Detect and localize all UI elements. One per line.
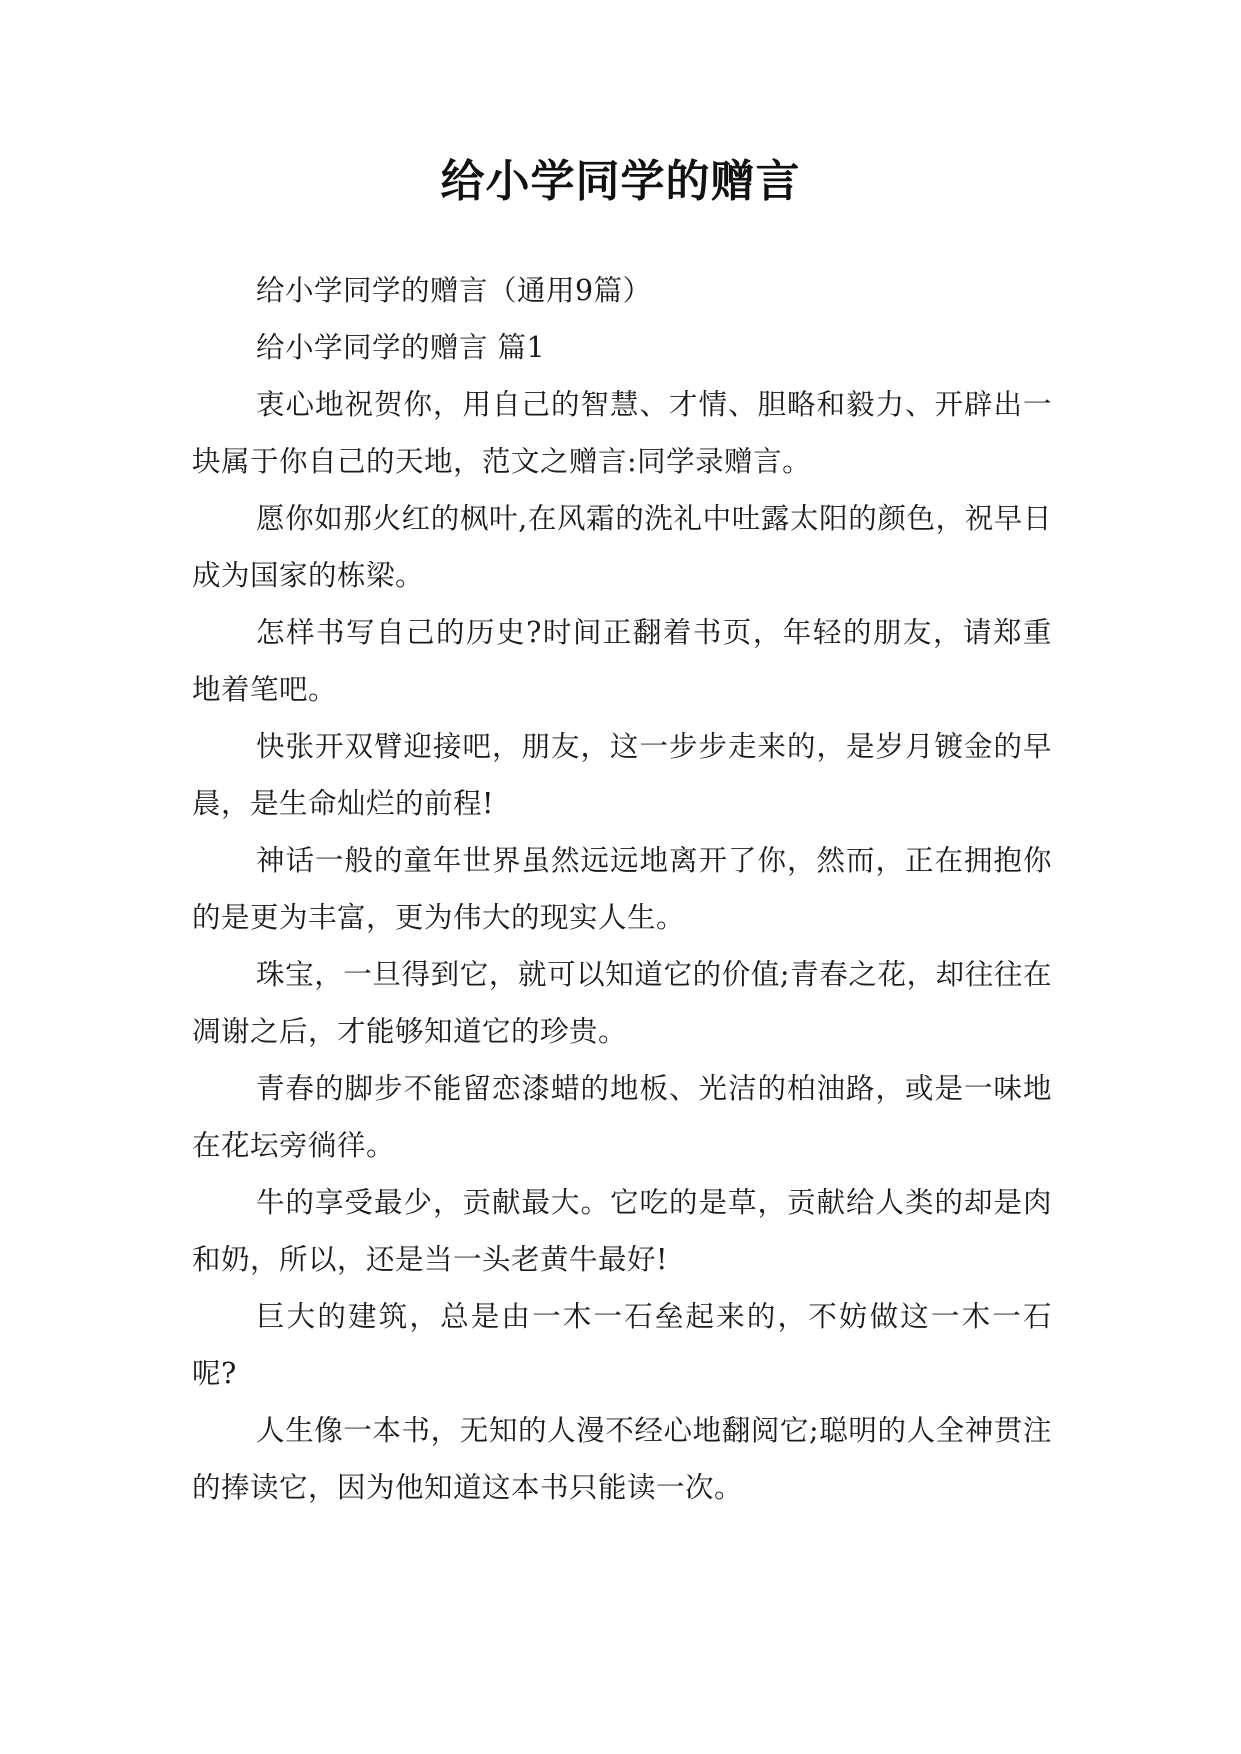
document-body — [192, 262, 1052, 1516]
paragraph: 巨大的建筑，总是由一木一石垒起来的，不妨做这一木一石呢? — [192, 1300, 1052, 1390]
paragraph: 快张开双臂迎接吧，朋友，这一步步走来的，是岁月镀金的早晨，是生命灿烂的前程! — [192, 730, 1052, 820]
document-title: 给小学同学的赠言 — [440, 156, 801, 207]
paragraph: 衷心地祝贺你，用自己的智慧、才情、胆略和毅力、开辟出一块属于你自己的天地，范文之赠言:同学录赠言。 — [192, 388, 1052, 478]
paragraph-subtitle: 给小学同学的赠言（通用9篇） — [256, 274, 652, 307]
paragraph: 怎样书写自己的历史?时间正翻着书页，年轻的朋友，请郑重地着笔吧。 — [192, 616, 1052, 706]
paragraph: 神话一般的童年世界虽然远远地离开了你，然而，正在拥抱你的是更为丰富，更为伟大的现实人生。 — [192, 844, 1052, 934]
paragraph: 青春的脚步不能留恋漆蜡的地板、光洁的柏油路，或是一味地在花坛旁徜徉。 — [192, 1072, 1052, 1162]
paragraph: 人生像一本书，无知的人漫不经心地翻阅它;聪明的人全神贯注的捧读它，因为他知道这本书只能读一次。 — [192, 1414, 1052, 1504]
paragraph-section-heading: 给小学同学的赠言 篇1 — [256, 331, 546, 364]
paragraph: 珠宝，一旦得到它，就可以知道它的价值;青春之花，却往往在凋谢之后，才能够知道它的珍贵。 — [192, 958, 1052, 1048]
paragraph: 牛的享受最少，贡献最大。它吃的是草，贡献给人类的却是肉和奶，所以，还是当一头老黄牛最好! — [192, 1186, 1052, 1276]
paragraph: 愿你如那火红的枫叶,在风霜的洗礼中吐露太阳的颜色，祝早日成为国家的栋梁。 — [192, 502, 1052, 592]
